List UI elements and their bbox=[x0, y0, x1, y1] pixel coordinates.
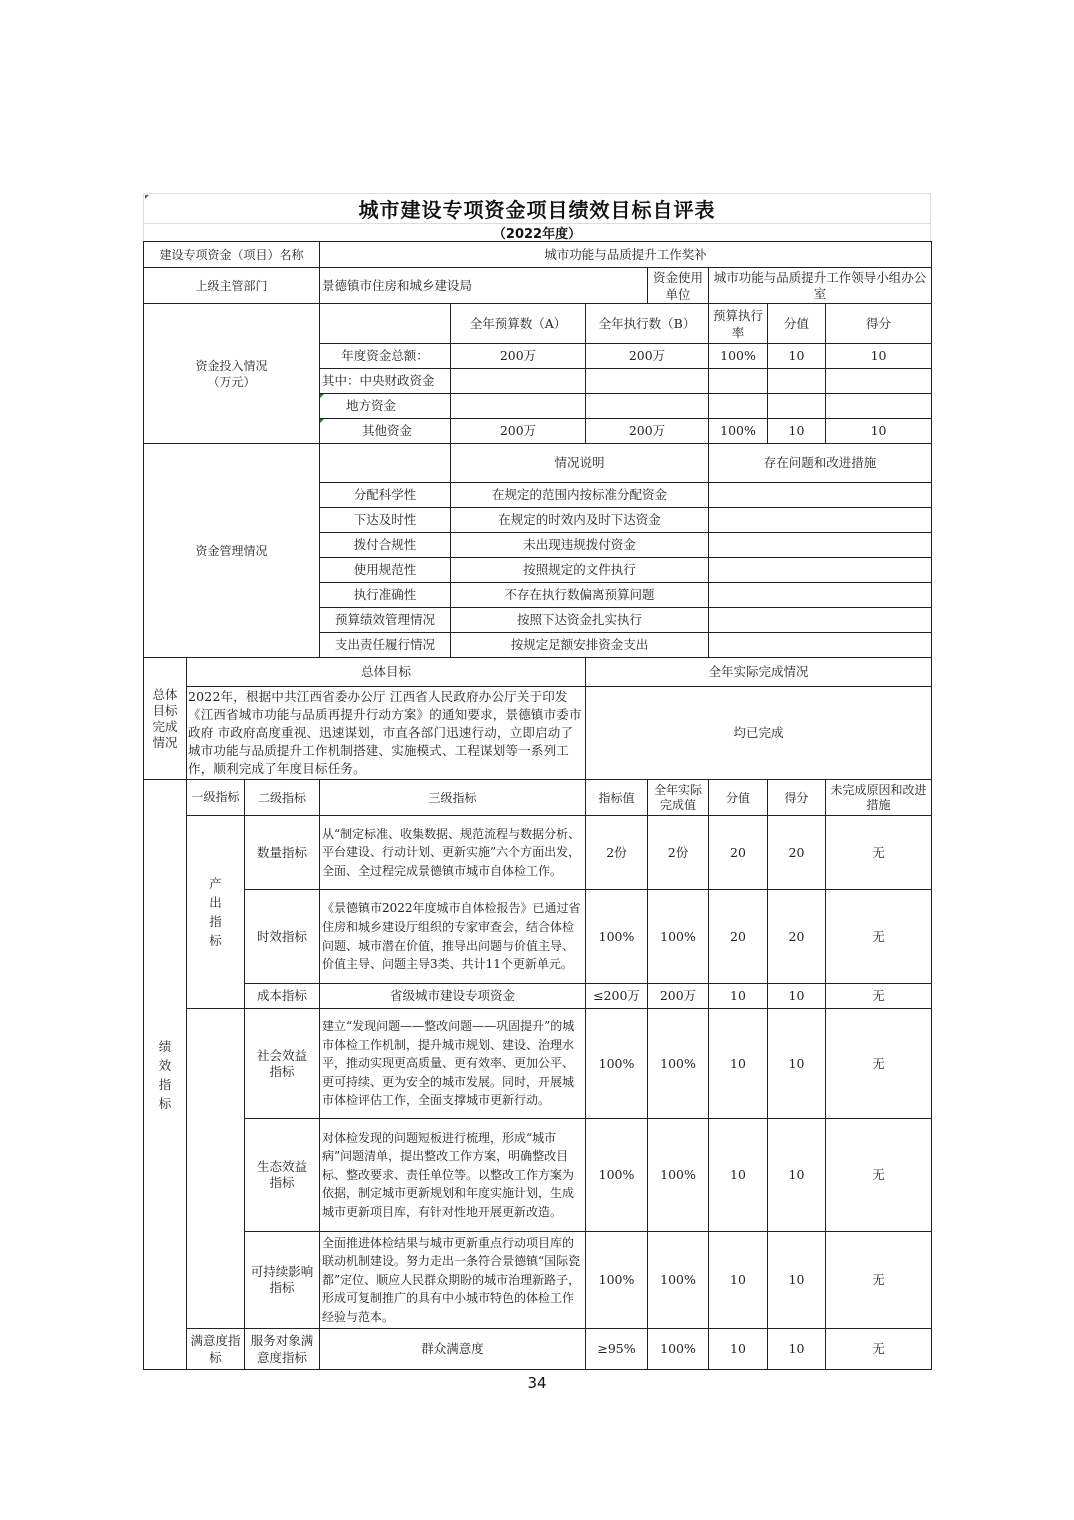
funding-row-label: 其他资金 bbox=[320, 419, 451, 444]
perf-level2: 服务对象满意度指标 bbox=[245, 1329, 320, 1370]
management-row-desc: 未出现违规拨付资金 bbox=[451, 533, 709, 558]
management-row-label: 使用规范性 bbox=[320, 558, 451, 583]
perf-target: 100% bbox=[586, 1232, 648, 1329]
perf-header-actual: 全年实际完成值 bbox=[648, 780, 709, 816]
funding-row-score bbox=[768, 369, 826, 394]
perf-reason: 无 bbox=[826, 1329, 932, 1370]
perf-got: 10 bbox=[768, 984, 826, 1009]
perf-actual: 100% bbox=[648, 1232, 709, 1329]
funding-row-rate bbox=[709, 369, 768, 394]
perf-got: 20 bbox=[768, 816, 826, 890]
perf-reason: 无 bbox=[826, 816, 932, 890]
funding-header-rate: 预算执行率 bbox=[709, 304, 768, 344]
perf-level2: 时效指标 bbox=[245, 890, 320, 984]
funding-row-label: 地方资金 bbox=[320, 394, 451, 419]
funding-row-b: 200万 bbox=[586, 344, 709, 369]
funding-header-blank bbox=[320, 304, 451, 344]
funding-row-rate: 100% bbox=[709, 344, 768, 369]
perf-got: 20 bbox=[768, 890, 826, 984]
management-row-issue bbox=[709, 633, 932, 658]
perf-score: 20 bbox=[709, 816, 768, 890]
perf-target: 2份 bbox=[586, 816, 648, 890]
page-subtitle: （2022年度） bbox=[492, 227, 582, 242]
management-row-issue bbox=[709, 558, 932, 583]
funding-row-b: 200万 bbox=[586, 419, 709, 444]
management-row-issue bbox=[709, 508, 932, 533]
overall-section-label: 总体目标完成情况 bbox=[144, 658, 187, 780]
perf-actual: 200万 bbox=[648, 984, 709, 1009]
management-row-label: 支出责任履行情况 bbox=[320, 633, 451, 658]
overall-goal-text: 2022年，根据中共江西省委办公厅 江西省人民政府办公厅关于印发《江西省城市功能与品质再提升行动方案》的通知要求，景德镇市委市政府 市政府高度重视、迅速谋划，市直各部门迅速行动，立即启动了城市功能与品质提升工作机制搭建、实施模式、工程谋划等一系列工作，顺利完成了年度目标任务。 bbox=[187, 687, 586, 780]
perf-target: 100% bbox=[586, 1119, 648, 1232]
perf-row bbox=[144, 1119, 932, 1232]
funding-header-a: 全年预算数（A） bbox=[451, 304, 586, 344]
management-row-issue bbox=[709, 608, 932, 633]
management-row-issue bbox=[709, 583, 932, 608]
management-row-desc: 在规定的范围内按标准分配资金 bbox=[451, 483, 709, 508]
perf-actual: 100% bbox=[648, 1329, 709, 1370]
perf-target: 100% bbox=[586, 1009, 648, 1119]
funding-header-got: 得分 bbox=[826, 304, 932, 344]
perf-level3: 省级城市建设专项资金 bbox=[320, 984, 586, 1009]
perf-level3: 《景德镇市2022年度城市自体检报告》已通过省住房和城乡建设厅组织的专家审查会，结合体检问题、城市潜在价值，推导出问题与价值主导、价值主导、问题主导3类、共计11个更新单元。 bbox=[320, 890, 586, 984]
management-row-label: 下达及时性 bbox=[320, 508, 451, 533]
project-name-value: 城市功能与品质提升工作奖补 bbox=[320, 242, 932, 268]
perf-level2: 可持续影响指标 bbox=[245, 1232, 320, 1329]
perf-reason: 无 bbox=[826, 1232, 932, 1329]
funding-row-a bbox=[451, 394, 586, 419]
management-row-issue bbox=[709, 483, 932, 508]
perf-header-target: 指标值 bbox=[586, 780, 648, 816]
perf-row bbox=[144, 816, 932, 890]
management-row-label: 执行准确性 bbox=[320, 583, 451, 608]
perf-row bbox=[144, 1009, 932, 1119]
perf-actual: 2份 bbox=[648, 816, 709, 890]
perf-level3: 对体检发现的问题短板进行梳理，形成“城市病”问题清单，提出整改工作方案，明确整改目标、整改要求、责任单位等。以整改工作方案为依据，制定城市更新规划和年度实施计划，生成城市更新项目库，有针对性地开展更新改造。 bbox=[320, 1119, 586, 1232]
perf-target: ≤200万 bbox=[586, 984, 648, 1009]
perf-row bbox=[144, 1329, 932, 1370]
unit-value: 城市功能与品质提升工作领导小组办公室 bbox=[709, 268, 932, 304]
management-row-label: 拨付合规性 bbox=[320, 533, 451, 558]
dept-label: 上级主管部门 bbox=[144, 268, 320, 304]
benefit-group-blank bbox=[187, 1009, 245, 1329]
funding-row-got bbox=[826, 369, 932, 394]
perf-row bbox=[144, 890, 932, 984]
funding-row-score bbox=[768, 394, 826, 419]
perf-level2: 数量指标 bbox=[245, 816, 320, 890]
management-section-label: 资金管理情况 bbox=[144, 444, 320, 658]
overall-actual-header: 全年实际完成情况 bbox=[586, 658, 932, 687]
perf-header-score: 分值 bbox=[709, 780, 768, 816]
management-header-blank bbox=[320, 444, 451, 483]
output-group-text: 产出指标 bbox=[209, 876, 222, 948]
project-name-label: 建设专项资金（项目）名称 bbox=[144, 242, 320, 268]
funding-row-label: 年度资金总额： bbox=[320, 344, 451, 369]
perf-score: 10 bbox=[709, 1119, 768, 1232]
perf-level3: 群众满意度 bbox=[320, 1329, 586, 1370]
perf-target: ≥95% bbox=[586, 1329, 648, 1370]
perf-got: 10 bbox=[768, 1329, 826, 1370]
perf-row bbox=[144, 984, 932, 1009]
perf-header-level2: 二级指标 bbox=[245, 780, 320, 816]
perf-level3: 全面推进体检结果与城市更新重点行动项目库的联动机制建设。努力走出一条符合景德镇“国际瓷都”定位、顺应人民群众期盼的城市治理新路子，形成可复制推广的具有中小城市特色的体检工作经验与范本。 bbox=[320, 1232, 586, 1329]
perf-level2: 生态效益指标 bbox=[245, 1119, 320, 1232]
title-row bbox=[143, 193, 931, 223]
evaluation-sheet bbox=[143, 193, 931, 1370]
perf-header-level1: 一级指标 bbox=[187, 780, 245, 816]
management-header-issue: 存在问题和改进措施 bbox=[709, 444, 932, 483]
perf-reason: 无 bbox=[826, 890, 932, 984]
perf-score: 20 bbox=[709, 890, 768, 984]
funding-row-rate: 100% bbox=[709, 419, 768, 444]
perf-level3: 建立“发现问题——整改问题——巩固提升”的城市体检工作机制，提升城市规划、建设、治理水平，推动实现更高质量、更有效率、更加公平、更可持续、更为安全的城市发展。同时，开展城市体检评估工作，全面支撑城市更新行动。 bbox=[320, 1009, 586, 1119]
perf-reason: 无 bbox=[826, 1119, 932, 1232]
evaluation-table bbox=[143, 241, 932, 1370]
page-title: 城市建设专项资金项目绩效目标自评表 bbox=[358, 198, 716, 222]
management-row-desc: 按照规定的文件执行 bbox=[451, 558, 709, 583]
perf-got: 10 bbox=[768, 1009, 826, 1119]
management-header-desc: 情况说明 bbox=[451, 444, 709, 483]
funding-row-got: 10 bbox=[826, 344, 932, 369]
perf-target: 100% bbox=[586, 890, 648, 984]
funding-row-b bbox=[586, 369, 709, 394]
management-row-desc: 不存在执行数偏离预算问题 bbox=[451, 583, 709, 608]
perf-level2: 社会效益指标 bbox=[245, 1009, 320, 1119]
subtitle-row bbox=[143, 223, 931, 241]
perf-score: 10 bbox=[709, 1232, 768, 1329]
perf-reason: 无 bbox=[826, 1009, 932, 1119]
funding-header-b: 全年执行数（B） bbox=[586, 304, 709, 344]
perf-header-level3: 三级指标 bbox=[320, 780, 586, 816]
funding-row-rate bbox=[709, 394, 768, 419]
dept-value: 景德镇市住房和城乡建设局 bbox=[320, 268, 648, 304]
funding-row-got: 10 bbox=[826, 419, 932, 444]
performance-label: 绩效指标 bbox=[158, 1038, 172, 1111]
overall-goal-header: 总体目标 bbox=[187, 658, 586, 687]
perf-score: 10 bbox=[709, 1009, 768, 1119]
performance-section-label bbox=[144, 780, 187, 1370]
management-row-desc: 按照下达资金扎实执行 bbox=[451, 608, 709, 633]
perf-header-reason: 未完成原因和改进措施 bbox=[826, 780, 932, 816]
funding-row-score: 10 bbox=[768, 419, 826, 444]
perf-got: 10 bbox=[768, 1119, 826, 1232]
funding-row-label: 其中：中央财政资金 bbox=[320, 369, 451, 394]
funding-row-score: 10 bbox=[768, 344, 826, 369]
management-row-issue bbox=[709, 533, 932, 558]
page-number: 34 bbox=[527, 1374, 547, 1392]
management-row-label: 分配科学性 bbox=[320, 483, 451, 508]
funding-header-score: 分值 bbox=[768, 304, 826, 344]
management-row-desc: 按规定足额安排资金支出 bbox=[451, 633, 709, 658]
perf-actual: 100% bbox=[648, 1009, 709, 1119]
management-row-label: 预算绩效管理情况 bbox=[320, 608, 451, 633]
perf-reason: 无 bbox=[826, 984, 932, 1009]
cell-marker bbox=[145, 195, 149, 199]
perf-actual: 100% bbox=[648, 1119, 709, 1232]
perf-header-got: 得分 bbox=[768, 780, 826, 816]
funding-section-label bbox=[144, 304, 320, 444]
funding-row-a bbox=[451, 369, 586, 394]
unit-label: 资金使用单位 bbox=[648, 268, 709, 304]
perf-row bbox=[144, 1232, 932, 1329]
overall-actual-text: 均已完成 bbox=[586, 687, 932, 780]
funding-row-got bbox=[826, 394, 932, 419]
funding-unit: （万元） bbox=[207, 374, 256, 389]
output-group-label bbox=[187, 816, 245, 1009]
perf-score: 10 bbox=[709, 1329, 768, 1370]
perf-got: 10 bbox=[768, 1232, 826, 1329]
funding-row-b bbox=[586, 394, 709, 419]
management-row-desc: 在规定的时效内及时下达资金 bbox=[451, 508, 709, 533]
funding-row-a: 200万 bbox=[451, 344, 586, 369]
perf-actual: 100% bbox=[648, 890, 709, 984]
funding-row-a: 200万 bbox=[451, 419, 586, 444]
perf-score: 10 bbox=[709, 984, 768, 1009]
perf-level3: 从“制定标准、收集数据、规范流程与数据分析、平台建设、行动计划、更新实施”六个方面出发，全面、全过程完成景德镇市城市自体检工作。 bbox=[320, 816, 586, 890]
funding-label: 资金投入情况 bbox=[195, 358, 268, 373]
perf-level1: 满意度指标 bbox=[187, 1329, 245, 1370]
perf-level2: 成本指标 bbox=[245, 984, 320, 1009]
